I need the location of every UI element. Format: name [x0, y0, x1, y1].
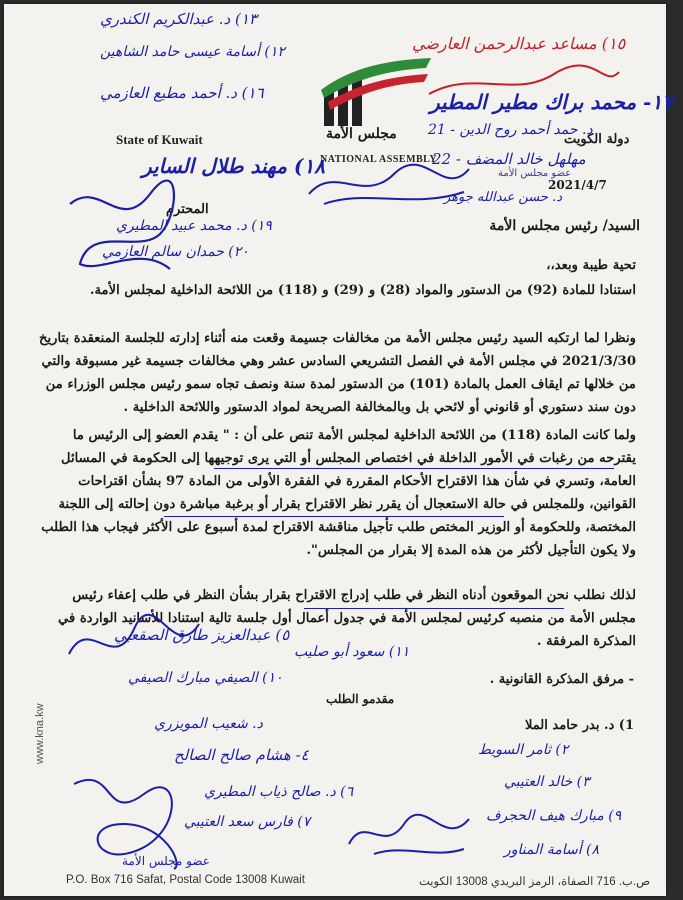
signature-scribble-5: [64, 604, 204, 684]
applicants-label: مقدمو الطلب: [326, 692, 395, 706]
signature-scribble-center: [344, 804, 474, 864]
handwritten-name-20: ٢٠) حمدان سالم العازمي: [102, 244, 249, 260]
footer-address-ar: ص.ب. 716 الصفاة، الرمز البريدي 13008 الكويت: [419, 876, 650, 888]
document-page: [4, 4, 673, 896]
stamp-text: عضو مجلس الأمة: [498, 168, 572, 179]
signature-3: ٣) خالد العتيبي: [504, 774, 590, 790]
handwritten-name-15: ١٥) مساعد عبدالرحمن العارضي: [412, 34, 626, 53]
assembly-en-label: NATIONAL ASSEMBLY: [320, 154, 438, 165]
stamp-text-bottom: عضو مجلس الأمة: [122, 854, 210, 868]
handwritten-name-18: ١٨) مهند طلال الساير: [142, 154, 325, 178]
handwritten-name-17: ١٧- محمد براك مطير المطير: [430, 90, 673, 114]
paragraph-3-text: ولما كانت المادة (118) من اللائحة الداخلية لمجلس الأمة تنص على أن : " يقدم العضو إلى الرئيس ما يقترحه من رغبات في الأمور الداخلة في اختصاص المجلس أو التي يرى توجيهها إلى الحكومة في المسائل العامة، وتسري في شأن هذا الاقتراح الأحكام المقررة في الفقرة الأولى من المادة 97 بشأن اقتراحات القوانين، وللمجلس في حالة الاستعجال أن يقرر نظر الاقتراح بقرار أو برغبة مباشرة دون إحالته إلى اللجنة المختصة، وللحكومة أو الوزير المختص طلب تأجيل مناقشة الاقتراح لمدة أسبوع على الأكثر فيجاب هذا الطلب ولا يكون التأجيل لأكثر من هذه المدة إلا بقرار من المجلس".: [41, 428, 636, 558]
paragraph-3: [36, 424, 636, 562]
signature-scribble-top-center: [304, 154, 474, 214]
assembly-ar-label: مجلس الأمة: [326, 126, 397, 142]
handwritten-name-22: 22 - مهلهل خالد المضف: [432, 150, 586, 168]
signature-5: ٥) عبدالعزيز طارق الصقعبي: [114, 626, 290, 644]
addressee: السيد/ رئيس مجلس الأمة: [489, 218, 640, 234]
paragraph-2: [36, 327, 636, 419]
handwritten-name-23: د. حسن عبدالله جوهر: [444, 190, 562, 205]
paragraph-1: [36, 279, 636, 302]
handwritten-name-19: ١٩) د. محمد عبيد المطيري: [116, 218, 272, 234]
underline-mark-2: [164, 516, 504, 517]
paragraph-2-text: ونظرا لما ارتكبه السيد رئيس مجلس الأمة من مخالفات جسيمة وقعت منه أثناء إدارته للجلسة المنعقدة بتاريخ 2021/3/30 في مجلس الأمة في الفصل التشريعي السادس عشر وهي مخالفات جسيمة غير مسبوقة والتي من خلالها تم ايقاف العمل بالمادة (101) من الدستور لمدة سنة ونصف تجاه سمو رئيس مجلس الوزراء من دون سند دستوري أو قانوني أو لائحي بل وبالمخالفة الصريحة لمواد الدستور واللائحة الداخلية .: [38, 331, 636, 415]
signature-scribble-top-right: [424, 64, 624, 104]
handwritten-name-12: ١٢) أسامة عيسى حامد الشاهين: [100, 44, 285, 60]
signature-7: ٧) فارس سعد العتيبي: [184, 814, 311, 830]
underline-mark-1: [214, 468, 614, 469]
greeting: تحية طيبة وبعد،،: [546, 258, 636, 273]
national-assembly-logo: [316, 54, 436, 134]
paragraph-1-text: استنادا للمادة (92) من الدستور والمواد (28) و (29) و (118) من اللائحة الداخلية لمجلس الأمة.: [89, 283, 636, 298]
signature-6: ٦) د. صالح ذياب المطيري: [204, 784, 354, 800]
attachment-note: - مرفق المذكرة القانونية .: [489, 672, 634, 687]
signature-1: 1) د. بدر حامد الملا: [525, 718, 634, 733]
website-url: www.kna.kw: [34, 703, 46, 764]
footer-address-en: P.O. Box 716 Safat, Postal Code 13008 Kuwait: [66, 874, 305, 886]
signature-10: ١٠) الصيفي مبارك الصيفي: [128, 670, 283, 686]
respected-label: المحترم: [166, 202, 209, 217]
paragraph-4-text: لذلك نطلب نحن الموقعون أدناه النظر في طلب إدراج الاقتراح بقرار بشأن النظر في طلب إعفاء رئيس مجلس الأمة من منصبه كرئيس لمجلس الأمة في جدول أعمال أول جلسة تالية استنادا للأسانيد الواردة في المذكرة المرفقة .: [58, 588, 636, 649]
handwritten-name-16: ١٦) د. أحمد مطيع العازمي: [100, 84, 264, 102]
signature-9: ٩) مبارك هيف الحجرف: [486, 808, 622, 824]
signature-2: ٢) ثامر السويط: [478, 742, 569, 758]
state-ar-label: دولة الكويت: [564, 132, 630, 147]
state-en-label: State of Kuwait: [116, 132, 203, 147]
underline-mark-3: [304, 608, 564, 609]
signature-4: ٤- هشام صالح الصالح: [174, 746, 309, 764]
handwritten-name-21: 21 - د. حمد أحمد روح الدين: [428, 122, 593, 138]
signature-11: ١١) سعود أبو صليب: [294, 644, 410, 660]
signature-side: د. شعيب المويزري: [154, 716, 263, 732]
document-date: 2021/4/7: [548, 178, 607, 192]
signature-8: ٨) أسامة المناور: [504, 842, 600, 858]
handwritten-name-13: ١٣) د. عبدالكريم الكندري: [100, 10, 257, 28]
